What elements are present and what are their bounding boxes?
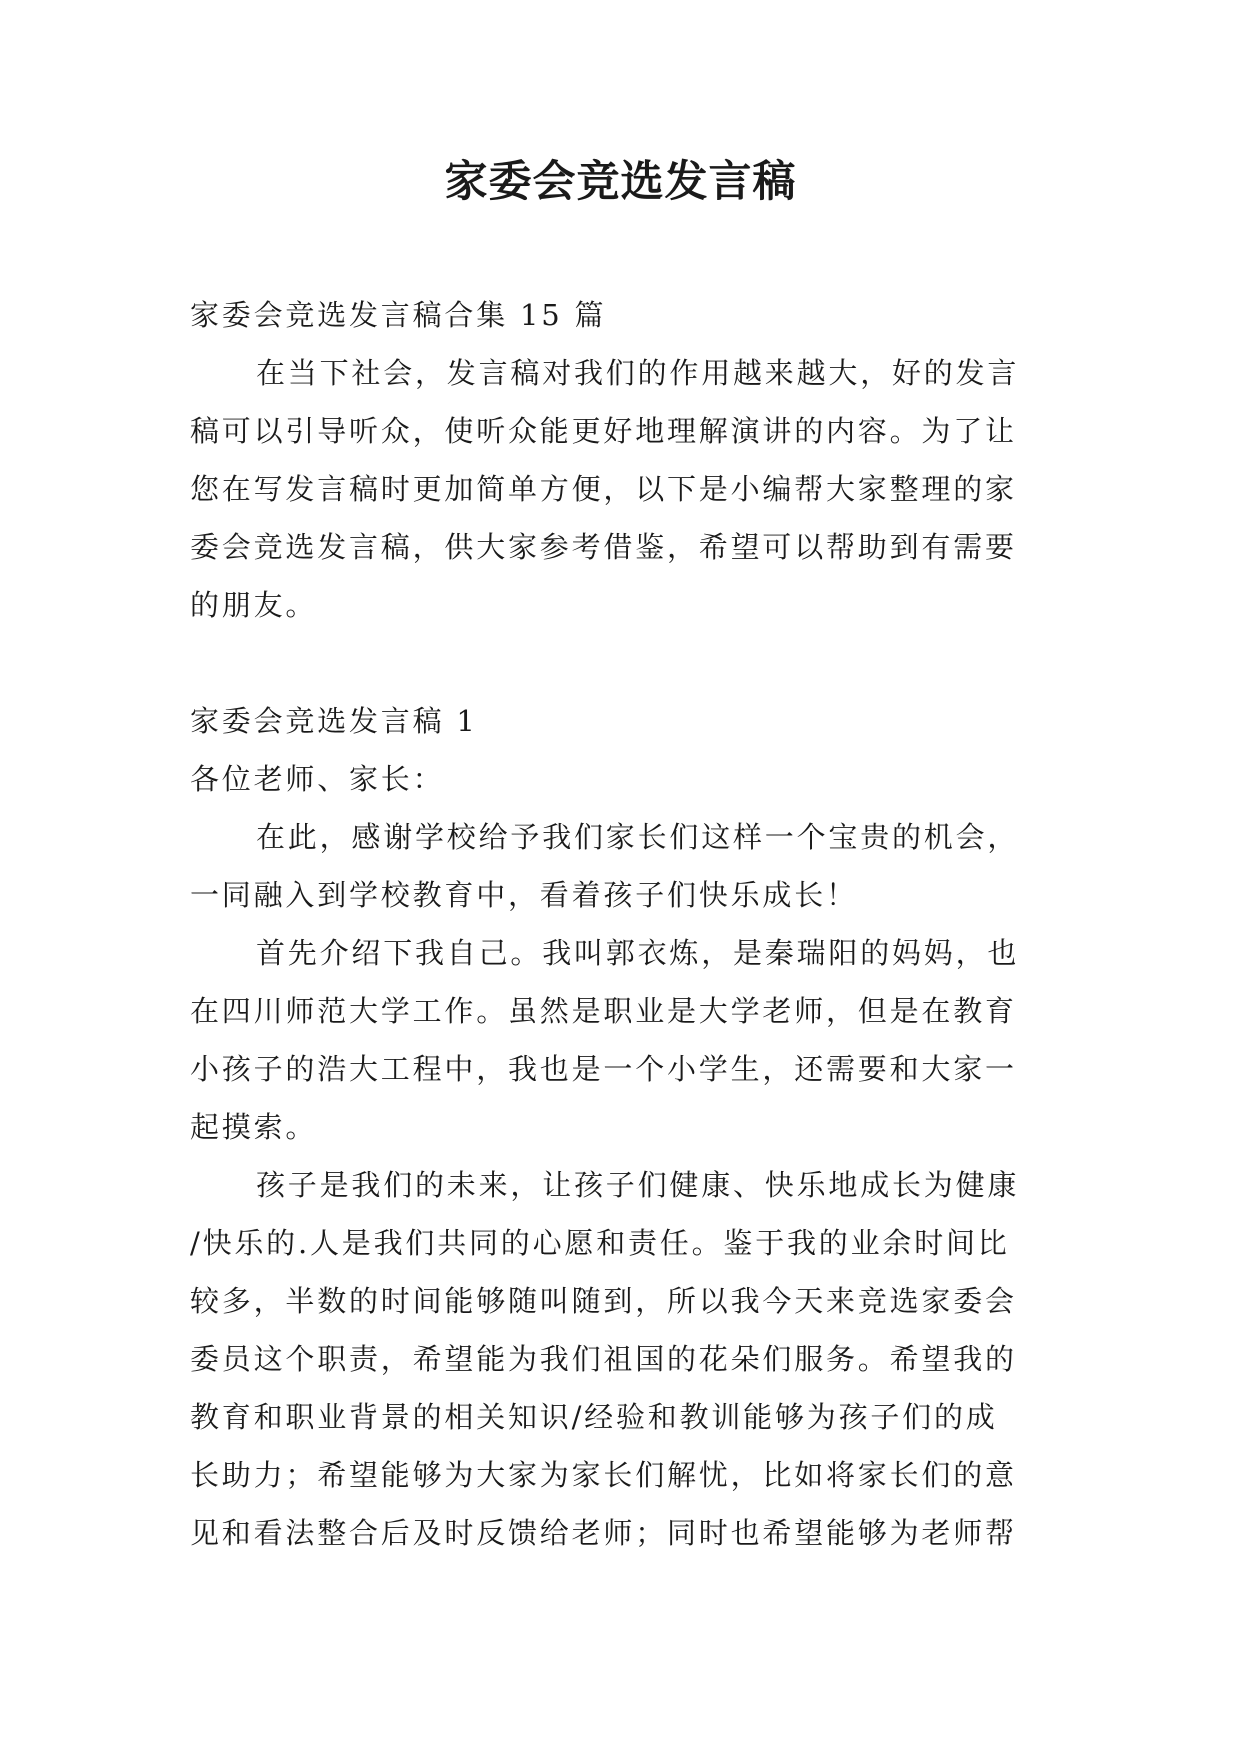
paragraph-line: 教育和职业背景的相关知识/经验和教训能够为孩子们的成 — [190, 1400, 998, 1434]
paragraph-line: 起摸索。 — [190, 1110, 318, 1144]
paragraph-line: 首先介绍下我自己。我叫郭衣炼，是秦瑞阳的妈妈，也 — [256, 936, 1020, 970]
paragraph-line: 小孩子的浩大工程中，我也是一个小学生，还需要和大家一 — [190, 1052, 1017, 1086]
paragraph-line: 稿可以引导听众，使听众能更好地理解演讲的内容。为了让 — [190, 414, 1017, 448]
paragraph-line: 在四川师范大学工作。虽然是职业是大学老师，但是在教育 — [190, 994, 1017, 1028]
paragraph-line: 见和看法整合后及时反馈给老师；同时也希望能够为老师帮 — [190, 1516, 1017, 1550]
paragraph-line: 委会竞选发言稿，供大家参考借鉴，希望可以帮助到有需要 — [190, 530, 1017, 564]
section-heading: 家委会竞选发言稿 1 — [190, 704, 478, 738]
paragraph-1 — [190, 808, 1052, 924]
document-title: 家委会竞选发言稿 — [444, 157, 797, 207]
section-spacer — [190, 634, 1052, 692]
paragraph-line: 长助力；希望能够为大家为家长们解忧，比如将家长们的意 — [190, 1458, 1017, 1492]
paragraph-line: 在当下社会，发言稿对我们的作用越来越大，好的发言 — [256, 356, 1020, 390]
document-body — [190, 286, 1052, 1562]
paragraph-line: 一同融入到学校教育中，看着孩子们快乐成长！ — [190, 878, 858, 912]
paragraph-line: 委员这个职责，希望能为我们祖国的花朵们服务。希望我的 — [190, 1342, 1017, 1376]
paragraph-line: 您在写发言稿时更加简单方便，以下是小编帮大家整理的家 — [190, 472, 1017, 506]
paragraph-2 — [190, 924, 1052, 1156]
paragraph-line: 孩子是我们的未来，让孩子们健康、快乐地成长为健康 — [256, 1168, 1020, 1202]
intro-paragraph — [190, 344, 1052, 634]
collection-subtitle: 家委会竞选发言稿合集 15 篇 — [190, 298, 607, 332]
salutation: 各位老师、家长： — [190, 762, 445, 796]
paragraph-line: 在此，感谢学校给予我们家长们这样一个宝贵的机会， — [256, 820, 1020, 854]
paragraph-line: 的朋友。 — [190, 588, 318, 622]
paragraph-line: 较多，半数的时间能够随叫随到，所以我今天来竞选家委会 — [190, 1284, 1017, 1318]
paragraph-line: /快乐的.人是我们共同的心愿和责任。鉴于我的业余时间比 — [190, 1226, 1010, 1260]
paragraph-3 — [190, 1156, 1052, 1562]
